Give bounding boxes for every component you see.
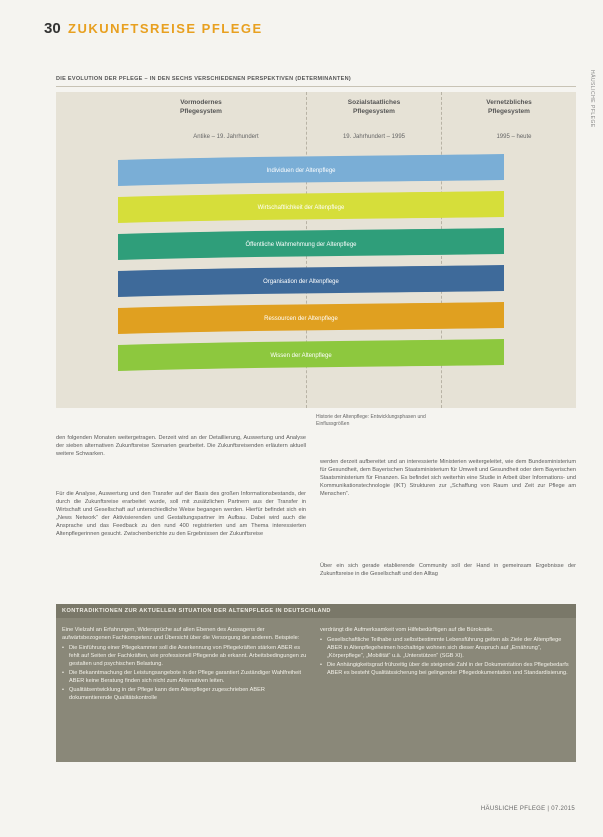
column-title: Vernetzbliches Pflegesystem (486, 99, 532, 115)
figure-rule (56, 86, 576, 87)
column-title: Sozialstaatliches Pflegesystem (347, 99, 401, 115)
info-intro: Eine Vielzahl an Erfahrungen, Widersprüche auf allen Ebenen des Aussagens der aufwärtsbezogenen Fachkompetenz und Übersicht über die Versorgung der anderen. Beispiele: (62, 627, 300, 641)
info-item: • Gesellschaftliche Teilhabe und selbstbestimmte Lebensführung gelten als Ziele der Altenpflege ABER in Altenpflegeheimen hochaltrige wohnen sich dieser Anspruch auf „Ernährung“, „Körperpflege“, „Mobilität“ u.ä. „Unterstützen“ (SGB XI). (320, 636, 570, 660)
info-item: • Die Anhängigkeitsgrad frühzeitig über die steigende Zahl in der Dokumentation des Pflegebedarfs ABER es besteht Qualitätssicherung bei gelingender Pflegedokumentation und Standardisierung. (320, 661, 570, 677)
band-label: Individuen der Altenpflege (266, 168, 336, 174)
column-era: 1995 – heute (496, 134, 532, 140)
band-label: Wirtschaftlichkeit der Altenpflege (257, 205, 345, 211)
info-item: • Die Bekanntmachung der Leistungsangebote in der Pflege garantiert Zuständiger Wahlfreiheit ABER keine Beratung finden sich nicht zum Alternativen leiten. (62, 669, 308, 685)
body-right-para1: werden derzeit aufbereitet und an interessierte Ministerien weitergeleitet, wie dem Bundesministerium für Gesundheit, dem Bayerischen Staatsministerium für Umwelt und Gesundheit oder dem Bayerischen Staatsministerium für Finanzen. Es befindet sich weiterhin eine Studie in Arbeit über Informations- und Kommunikationstechnologie (IKT) Strukturen zur „Schaffung von Raum und Zeit zur Pflege am Menschen“. (320, 459, 576, 497)
bands-svg (56, 92, 576, 408)
section-title: ZUKUNFTSREISE PFLEGE (68, 21, 263, 36)
footer: HÄUSLICHE PFLEGE | 07.2015 (480, 806, 575, 812)
info-right-column (320, 626, 570, 678)
figure-note: Historie der Altenpflege: Entwicklungsphasen und Einflussgrößen (316, 414, 426, 427)
figure-caption: DIE EVOLUTION DER PFLEGE – IN DEN SECHS VERSCHIEDENEN PERSPEKTIVEN (DETERMINANTEN) (56, 76, 352, 82)
body-left-para2: Für die Analyse, Auswertung und den Transfer auf der Basis des großen Informationsbestands, der durch die Zukunftsreise erarbeitet wurde, soll mit zusätzlichen Partnern aus der Transfer in Wirtschaft und Gesellschaft auf unterschiedliche Weise begangen werden. Hierfür befindet sich ein „News Network“ der Aktivisierenden und Gestaltungspartner im Aufbau. Dabei wird auch die Ansprache und das Feedback zu den rund 400 registrierten und am Thema interessierten Altenpflegerinnen gesucht. Zwischenberichte zu den Ergebnissen der Zukunftsreise (56, 491, 306, 537)
evolution-figure (56, 92, 576, 408)
side-vertical-text: HÄUSLICHE PFLEGE (589, 70, 595, 128)
info-box-title: KONTRADIKTIONEN ZUR AKTUELLEN SITUATION DER ALTENPFLEGE IN DEUTSCHLAND (62, 608, 331, 614)
info-item: • Qualitätsentwicklung in der Pflege kann dem Altenpfleger zugeschrieben ABER dokumentierende Qualitätskontrolle (62, 686, 308, 702)
column-title: Vormodernes Pflegesystem (180, 99, 222, 115)
info-right-intro: verdrängt die Aufmerksamkeit vom Hilfebedürftigen auf die Bürokratie. (320, 627, 494, 633)
body-left-para1: den folgenden Monaten weitergetragen. Derzeit wird an der Detaillierung, Auswertung und Analyse der sieben alternativen Zukunftsreise Szenarien gearbeitet. Die Zukunftsreisenden erläutern aktuell weitere Schwarken. (56, 435, 306, 457)
body-right-para2: Über ein sich gerade etablierende Community soll der Hand in gemeinsam Ergebnisse der Zukunftsreise in die Gesellschaft und den Alltag (320, 563, 576, 577)
band-label: Wissen der Altenpflege (270, 353, 332, 359)
column-era: 19. Jahrhundert – 1995 (342, 134, 406, 140)
band-label: Öffentliche Wahrnehmung der Altenpflege (245, 242, 357, 248)
band-label: Organisation der Altenpflege (263, 279, 339, 285)
band-label: Ressourcen der Altenpflege (264, 316, 338, 322)
column-era: Antike – 19. Jahrhundert (193, 134, 259, 140)
page-number: 30 (44, 20, 61, 37)
info-item: • Die Einführung einer Pflegekammer soll die Anerkennung von Pflegekräften stärken ABER es fehlt auf Seiten der Fachkräften, wie professionell Pflegende ab erkannt. Arbeitsbedingungen zu gestalten und psychischen Belastung. (62, 644, 308, 668)
info-left-column (62, 626, 308, 703)
